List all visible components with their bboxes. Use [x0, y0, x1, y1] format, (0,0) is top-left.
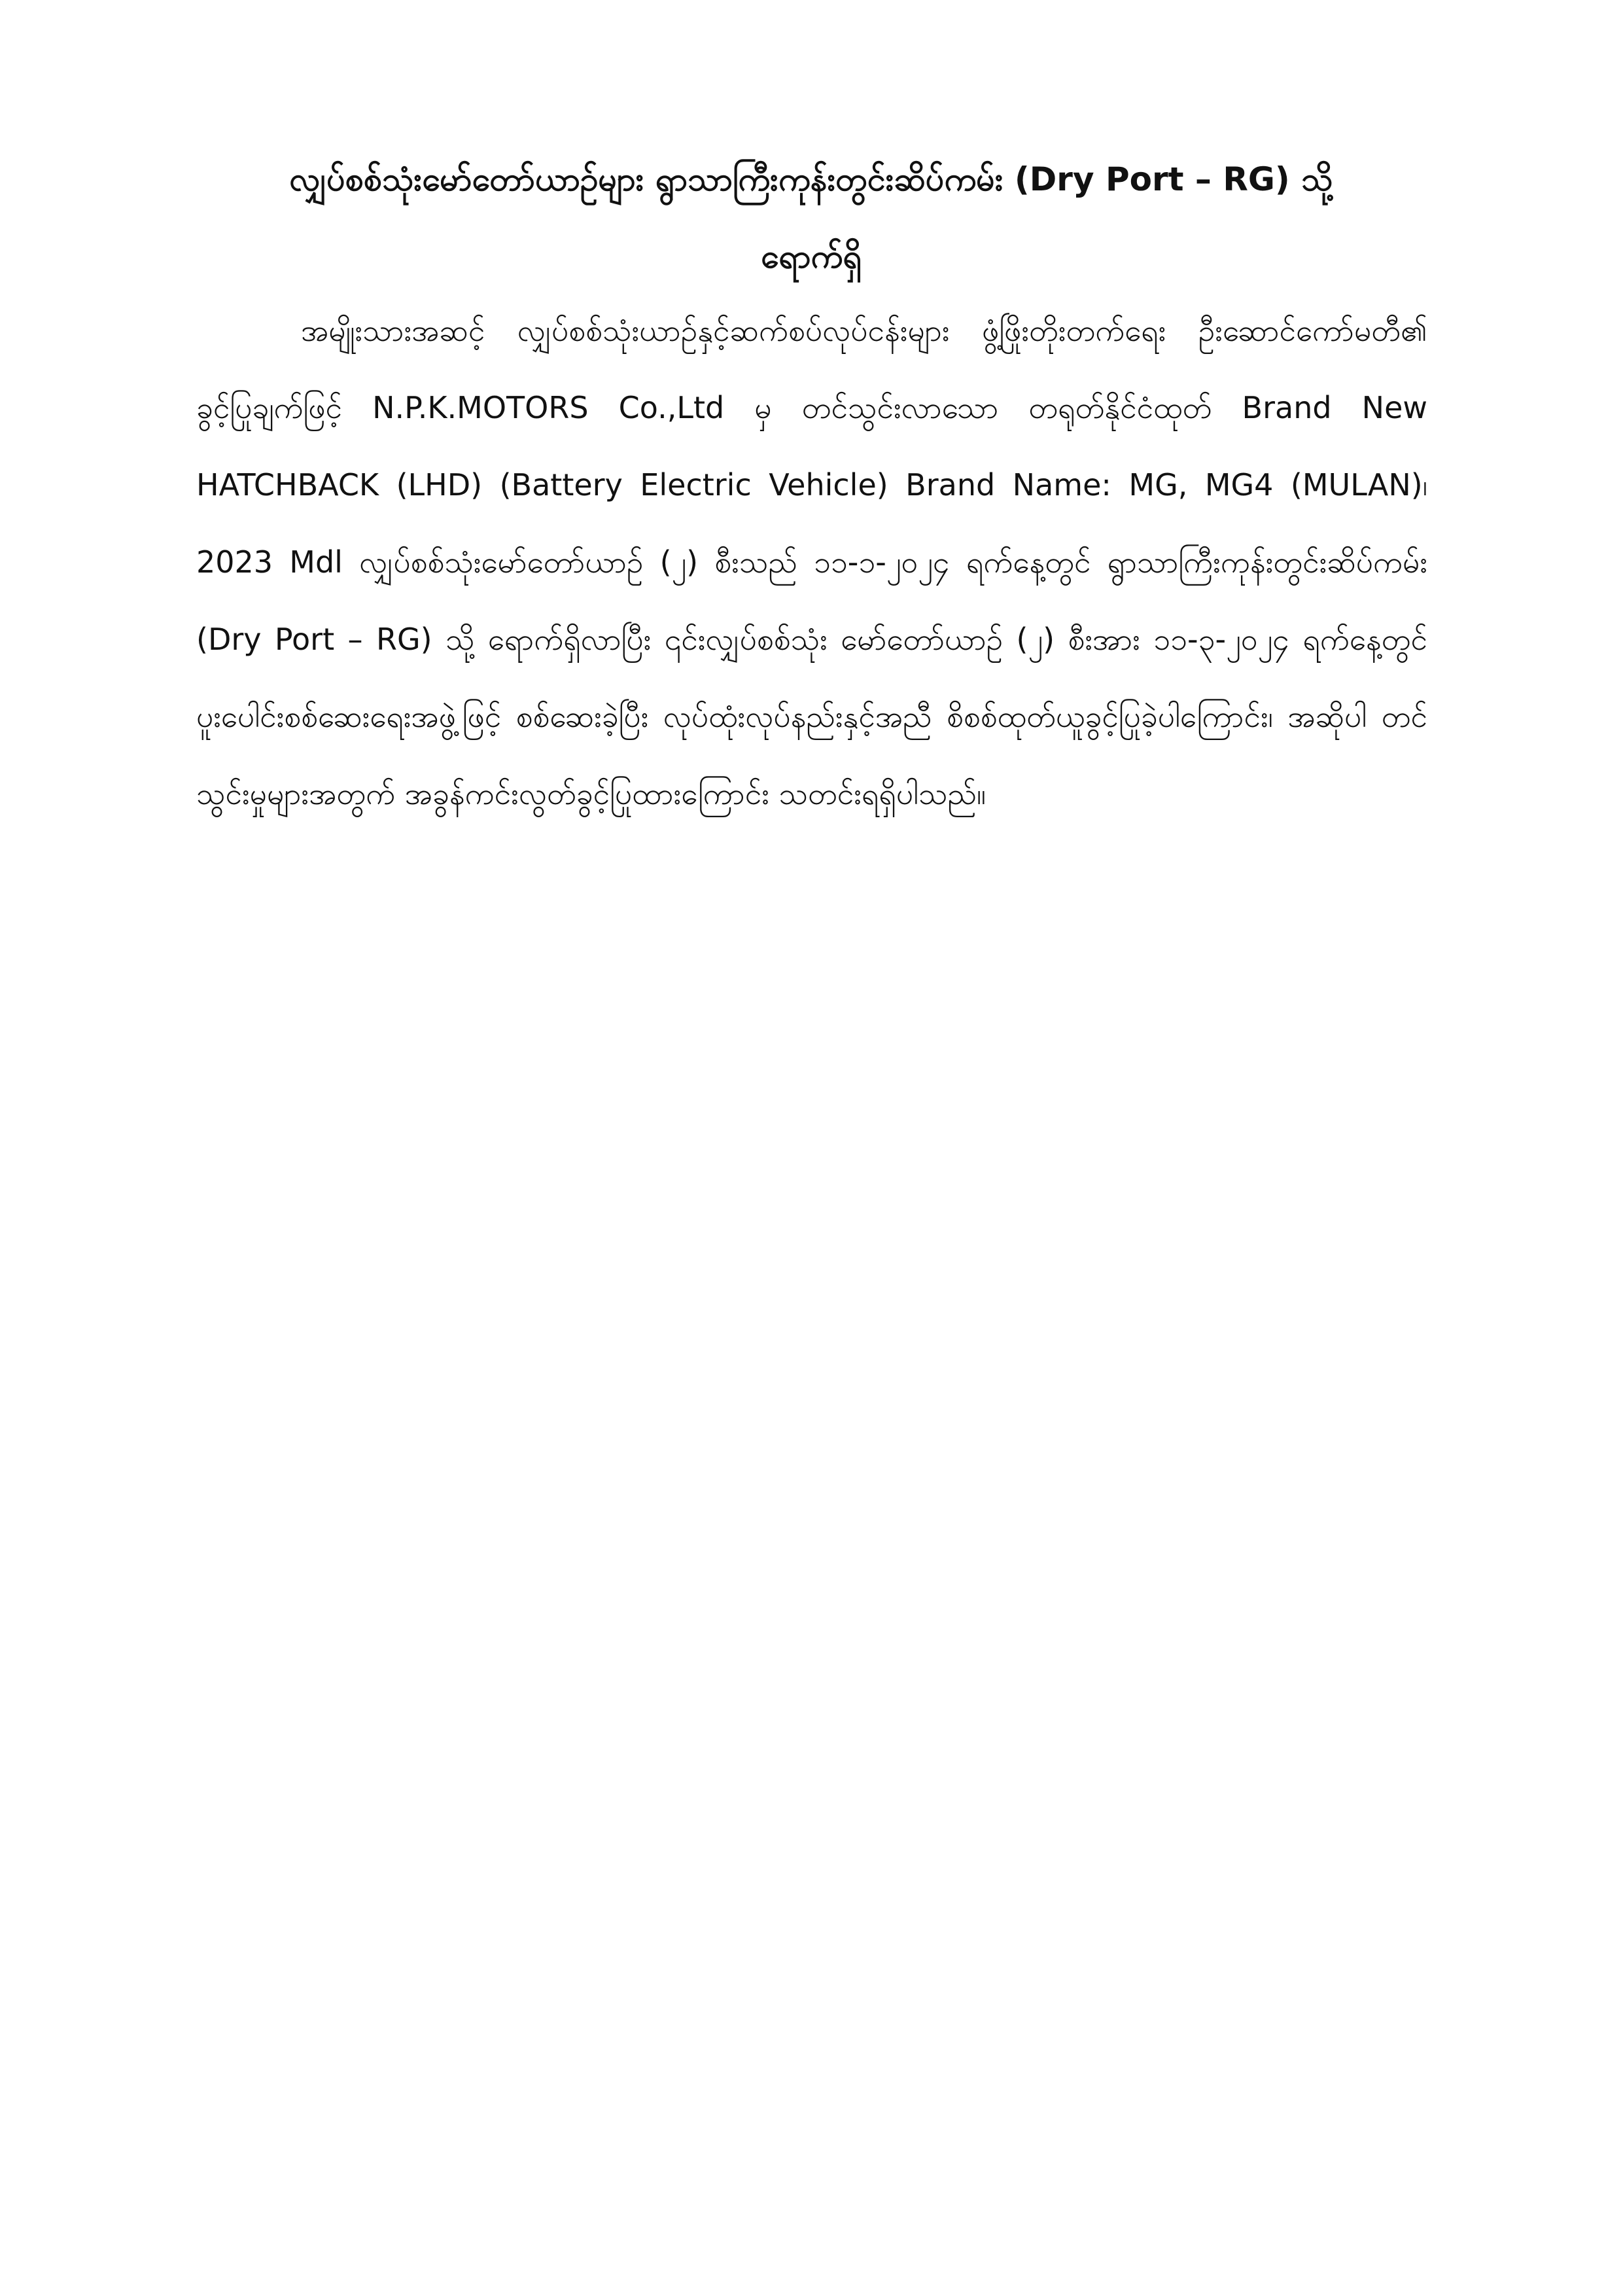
- title-line-1: လျှပ်စစ်သုံးမော်တော်ယာဉ်များ ရွာသာကြီးကုန်းတွင်းဆိပ်ကမ်း (Dry Port – RG) သို့: [289, 160, 1333, 198]
- document-title: [196, 141, 1426, 295]
- body-paragraph: အမျိုးသားအဆင့် လျှပ်စစ်သုံးယာဉ်နှင့်ဆက်စပ်လုပ်ငန်းများ ဖွံ့ဖြိုးတိုးတက်ရေး ဦးဆောင်ကော်မတီ၏ ခွင့်ပြုချက်ဖြင့် N.P.K.MOTORS Co.,Ltd မှ တင်သွင်းလာသော တရုတ်နိုင်ငံထုတ် Brand New HATCHBACK (LHD) (Battery Electric Vehicle) Brand Name: MG, MG4 (MULAN)၊ 2023 Mdl လျှပ်စစ်သုံးမော်တော်ယာဉ် (၂) စီးသည် ၁၁-၁-၂၀၂၄ ရက်နေ့တွင် ရွာသာကြီးကုန်းတွင်းဆိပ်ကမ်း (Dry Port – RG) သို့ ရောက်ရှိလာပြီး ၎င်းလျှပ်စစ်သုံး မော်တော်ယာဉ် (၂) စီးအား ၁၁-၃-၂၀၂၄ ရက်နေ့တွင် ပူးပေါင်းစစ်ဆေးရေးအဖွဲ့ဖြင့် စစ်ဆေးခဲ့ပြီး လုပ်ထုံးလုပ်နည်းနှင့်အညီ စိစစ်ထုတ်ယူခွင့်ပြုခဲ့ပါကြောင်း၊ အဆိုပါ တင်သွင်းမှုများအတွက် အခွန်ကင်းလွတ်ခွင့်ပြုထားကြောင်း သတင်းရရှိပါသည်။: [196, 313, 1427, 811]
- title-line-2: ရောက်ရှိ: [760, 238, 862, 275]
